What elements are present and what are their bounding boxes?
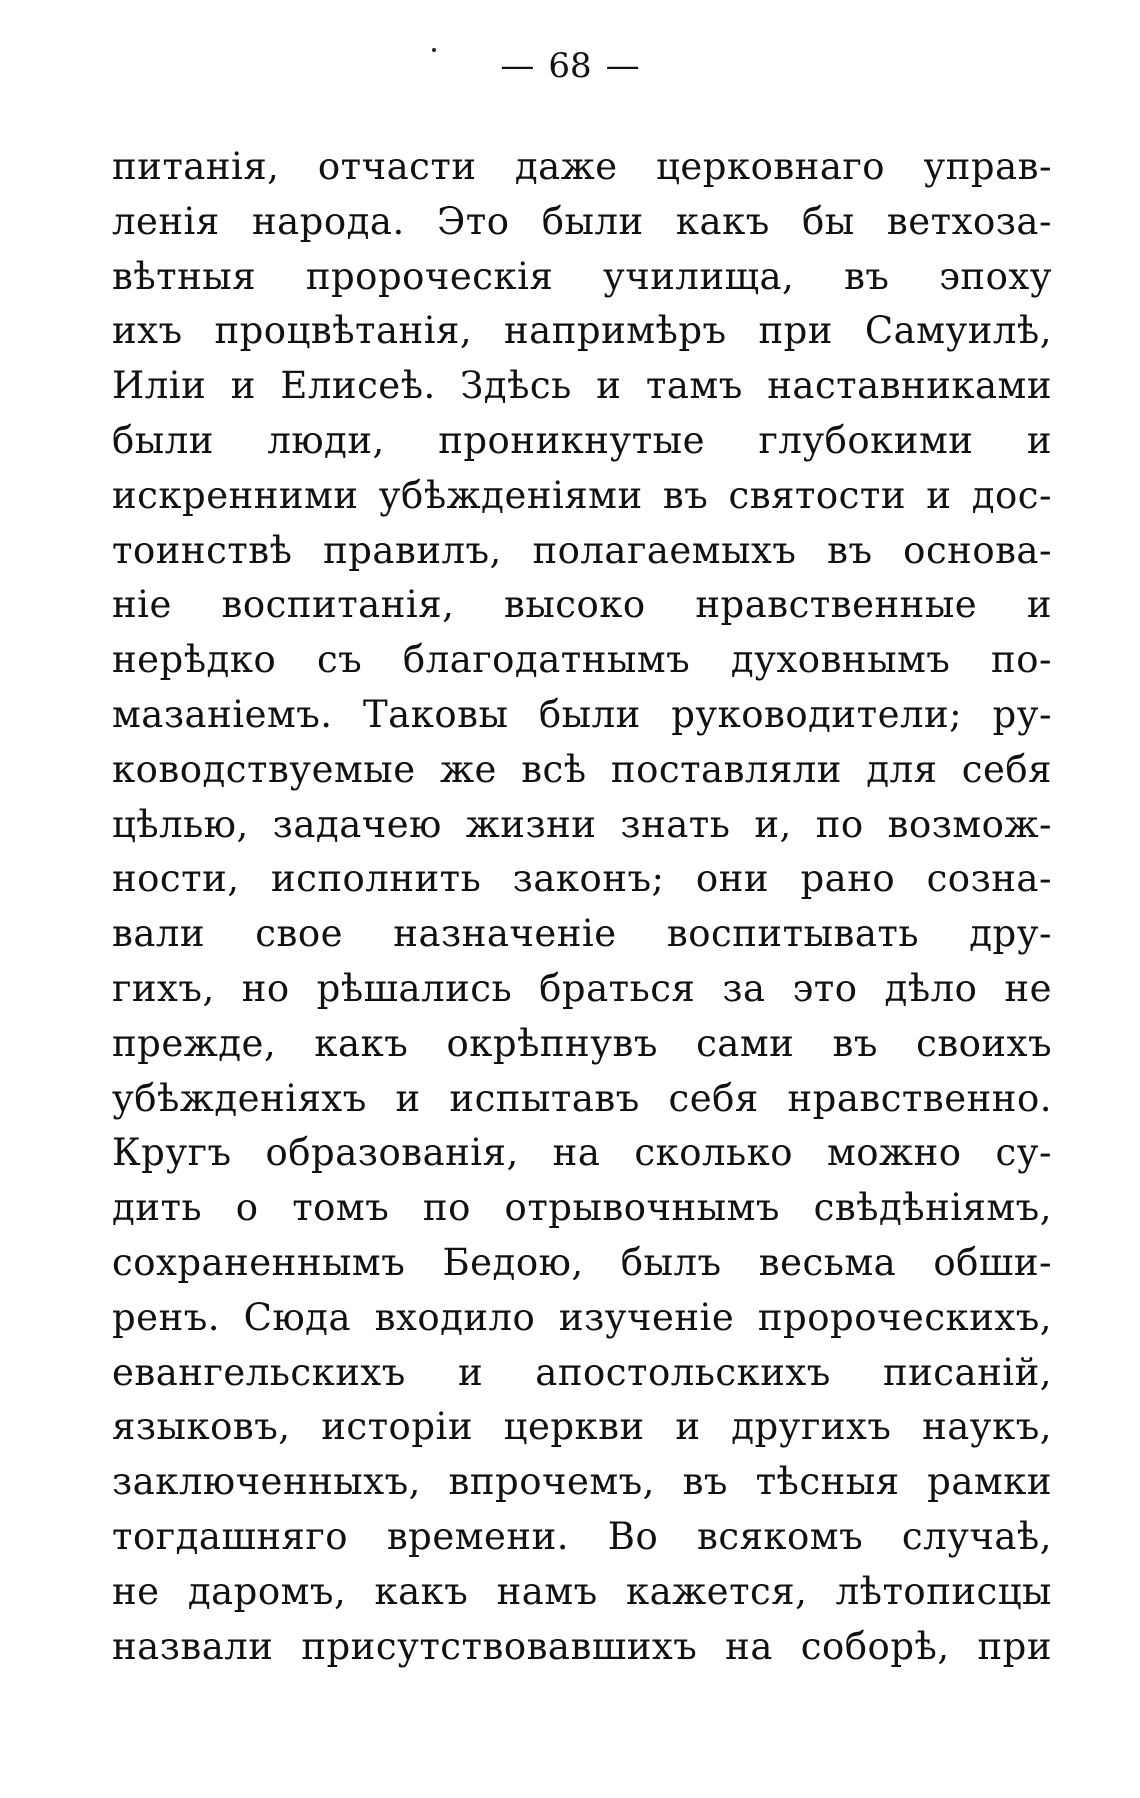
text-line: нерѣдко съ благодатнымъ духовнымъ по- [112,638,1052,682]
body-text [112,140,1052,1674]
text-line: были люди, проникнутые глубокими и [112,418,1052,462]
page-header [0,42,1140,90]
text-line: назвали присутствовавшихъ на соборѣ, при [112,1624,1052,1668]
text-line: цѣлью, задачею жизни знать и, по возмож- [112,802,1052,846]
text-line: языковъ, исторіи церкви и другихъ наукъ, [112,1405,1052,1449]
text-line: питанія, отчасти даже церковнаго управ- [112,145,1052,188]
text-line: Кругъ образованія, на сколько можно су- [112,1131,1052,1175]
text-line: ленія народа. Это были какъ бы ветхоза- [112,199,1052,243]
page-number: 68 [548,46,592,86]
text-line: вали свое назначеніе воспитывать дру- [112,912,1052,956]
text-line: искренними убѣжденіями въ святости и дос- [112,473,1052,517]
text-line: ренъ. Сюда входило изученіе пророческихъ, [112,1295,1052,1339]
text-line: не даромъ, какъ намъ кажется, лѣтописцы [112,1569,1052,1613]
text-line: сохраненнымъ Бедою, былъ весьма обши- [112,1240,1052,1284]
text-line: убѣжденіяхъ и испытавъ себя нравственно. [112,1076,1052,1120]
text-line: ности, исполнить законъ; они рано созна- [112,857,1052,901]
text-line: ніе воспитанія, высоко нравственные и [112,583,1052,627]
text-line: ководствуемые же всѣ поставляли для себя [112,747,1052,791]
text-line: прежде, какъ окрѣпнувъ сами въ своихъ [112,1021,1052,1065]
text-line: вѣтныя пророческія училища, въ эпоху [112,254,1052,298]
header-dash-left: — [500,46,535,86]
text-line: евангельскихъ и апостольскихъ писаній, [112,1350,1052,1394]
header-dash-right: — [605,46,640,86]
text-line: гихъ, но рѣшались браться за это дѣло не [112,966,1052,1010]
text-line: мазаніемъ. Таковы были руководители; ру- [112,692,1052,736]
text-line: ихъ процвѣтанія, напримѣръ при Самуилѣ, [112,309,1052,353]
text-line: Иліи и Елисеѣ. Здѣсь и тамъ наставниками [112,364,1052,408]
text-line: дить о томъ по отрывочнымъ свѣдѣніямъ, [112,1186,1052,1230]
text-line: тогдашняго времени. Во всякомъ случаѣ, [112,1514,1052,1558]
text-line: заключенныхъ, впрочемъ, въ тѣсныя рамки [112,1460,1052,1504]
text-line: тоинствѣ правилъ, полагаемыхъ въ основа- [112,528,1052,572]
